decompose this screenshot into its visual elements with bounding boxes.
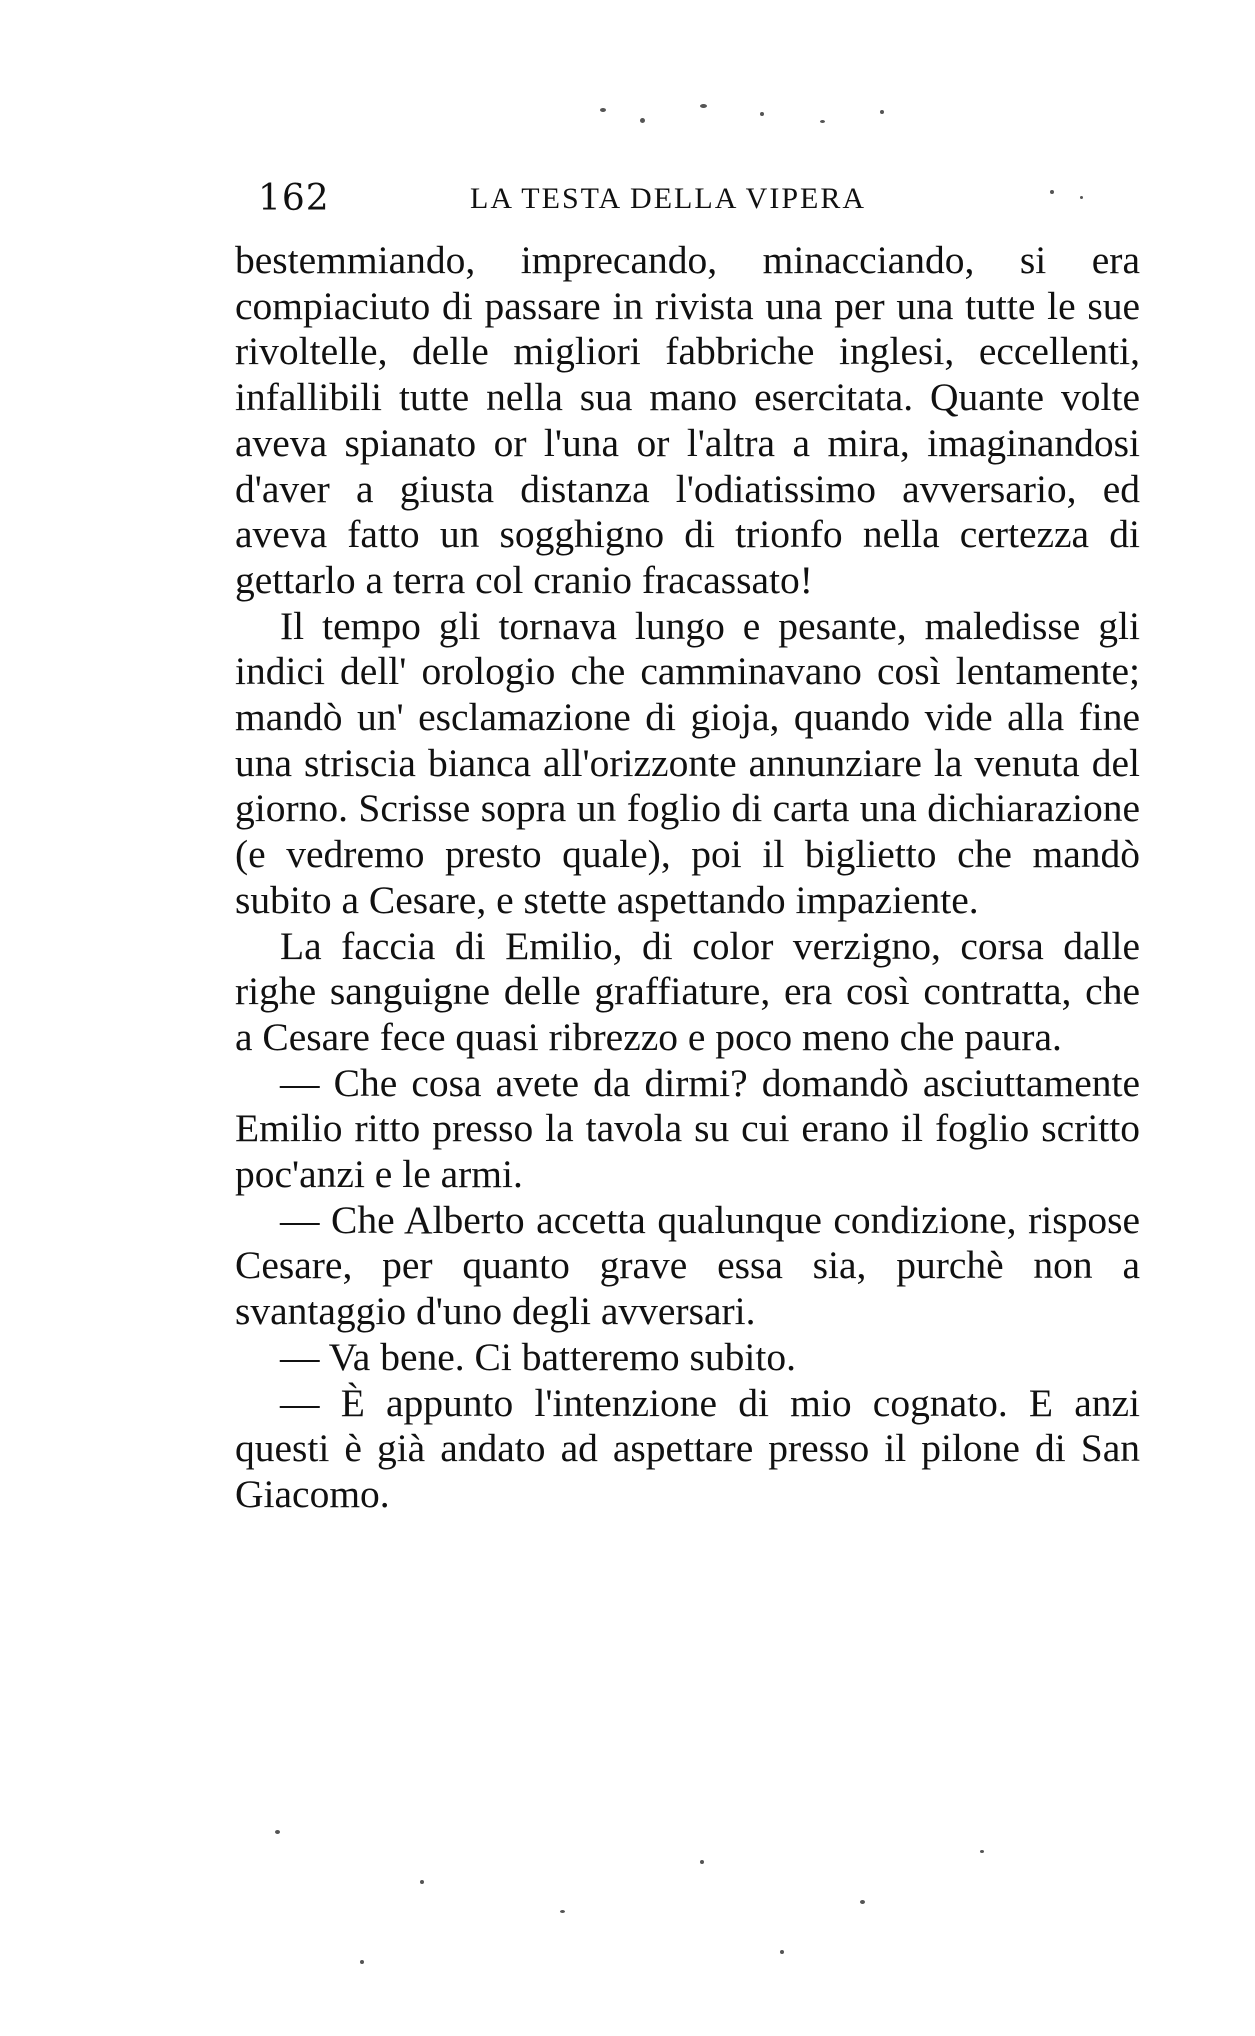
dialogue-line: — Che cosa avete da dirmi? domandò asciuttamente Emilio ritto presso la tavola su cui erano il foglio scritto poc'anzi e le armi. bbox=[235, 1060, 1140, 1197]
body-text bbox=[235, 238, 1140, 1518]
speck bbox=[860, 1900, 865, 1904]
dialogue-line: — È appunto l'intenzione di mio cognato. E anzi questi è già andato ad aspettare presso il pilone di San Giacomo. bbox=[235, 1380, 1140, 1516]
speck bbox=[700, 1860, 704, 1864]
paragraph: La faccia di Emilio, di color verzigno, corsa dalle righe sanguigne delle graffiature, era così contratta, che a Cesare fece quasi ribrezzo e poco meno che paura. bbox=[235, 923, 1140, 1059]
speck bbox=[1050, 190, 1054, 194]
speck bbox=[780, 1950, 784, 1954]
speck bbox=[880, 110, 884, 114]
speck bbox=[560, 1910, 565, 1913]
speck bbox=[1080, 196, 1083, 199]
speck bbox=[820, 120, 825, 123]
running-title: LA TESTA DELLA VIPERA bbox=[470, 182, 867, 215]
speck bbox=[700, 104, 707, 108]
speck bbox=[980, 1850, 984, 1853]
paragraph-continuation: bestemmiando, imprecando, minacciando, si era compiaciuto di passare in rivista una per una tutte le sue rivoltelle, delle migliori fabbriche inglesi, eccellenti, infallibili tutte nella sua mano esercitata. Quante volte aveva spianato or l'una or l'altra a mira, imaginandosi d'aver a giusta distanza l'odiatissimo avversario, ed aveva fatto un sogghigno di trionfo nella certezza di gettarlo a terra col cranio fracassato! bbox=[235, 238, 1140, 602]
speck bbox=[600, 108, 606, 112]
dialogue-line: — Va bene. Ci batteremo subito. bbox=[280, 1334, 796, 1379]
dialogue-line: — Che Alberto accetta qualunque condizione, rispose Cesare, per quanto grave essa sia, purchè non a svantaggio d'uno degli avversari. bbox=[235, 1197, 1140, 1334]
paragraph: Il tempo gli tornava lungo e pesante, maledisse gli indici dell' orologio che camminavano così lentamente; mandò un' esclamazione di gioja, quando vide alla fine una striscia bianca all'orizzonte annunziare la venuta del giorno. Scrisse sopra un foglio di carta una dichiarazione (e vedremo presto quale), poi il biglietto che mandò subito a Cesare, e stette aspettando impaziente. bbox=[235, 603, 1140, 922]
speck bbox=[360, 1960, 364, 1964]
speck bbox=[275, 1830, 280, 1834]
speck bbox=[640, 118, 645, 123]
speck bbox=[420, 1880, 424, 1884]
speck bbox=[760, 112, 764, 116]
page-header bbox=[0, 0, 1255, 240]
page-number: 162 bbox=[258, 178, 330, 219]
